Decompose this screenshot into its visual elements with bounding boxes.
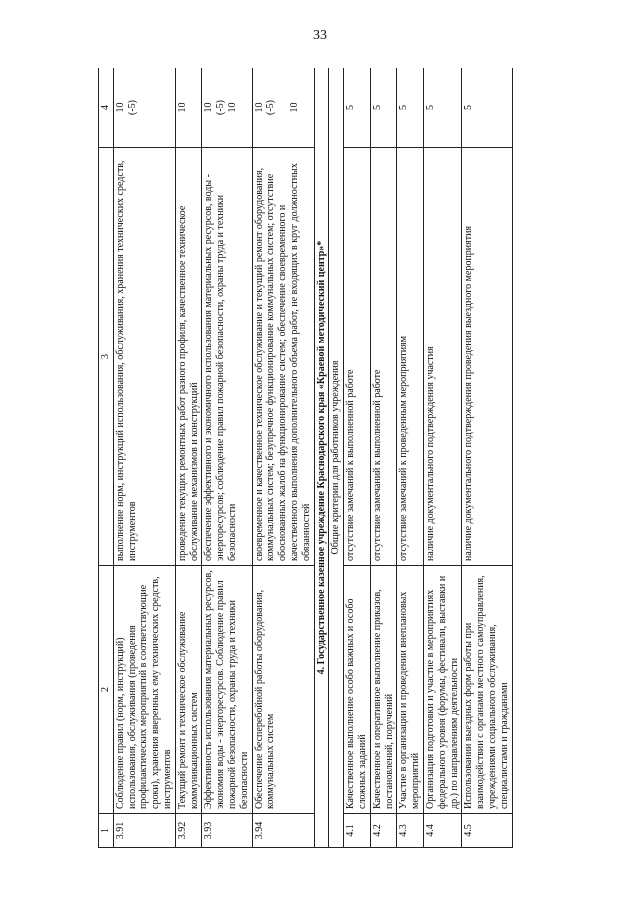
row-criterion: проведение текущих ремонтных работ разного профиля, качественное техническое обслуживание механизмов и конструкций [175, 148, 202, 566]
row-criterion: отсутствие замечаний к выполненной работе [370, 148, 397, 566]
table-row [202, 68, 252, 848]
section-row [314, 68, 329, 848]
row-number: 4.3 [397, 814, 424, 848]
table-row [462, 68, 512, 848]
subsection-row [329, 68, 344, 848]
table-row [252, 68, 314, 848]
table-row [175, 68, 202, 848]
row-criterion: обеспечение эффективного и экономичного использования материальных ресурсов, воды - энергоресурсов; соблюдение правил пожарной безопасности, охраны труда и техники безопасности [202, 148, 252, 566]
criteria-table [98, 68, 513, 848]
row-score: 5 [423, 68, 461, 148]
header-cell-3: 3 [99, 148, 114, 566]
row-number: 3.91 [113, 814, 175, 848]
header-cell-4: 4 [99, 68, 114, 148]
row-indicator: Эффективность использования материальных ресурсов, экономия воды - энергоресурсов. Соблюдение правил пожарной безопасности, охраны труда и техники безопасности [202, 566, 252, 814]
header-cell-2: 2 [99, 566, 114, 814]
row-score: 10 (-5) [113, 68, 175, 148]
row-score: 5 [462, 68, 512, 148]
row-number: 3.94 [252, 814, 314, 848]
row-indicator: Качественное и оперативное выполнение приказов, постановлений, поручений [370, 566, 397, 814]
header-cell-1: 1 [99, 814, 114, 848]
table-body-b [344, 68, 512, 848]
row-indicator: Организация подготовки и участие в мероприятиях федерального уровня (форумы, фестивали, выставки и др.) по направлениям деятельности [423, 566, 461, 814]
row-number: 4.2 [370, 814, 397, 848]
table-row [423, 68, 461, 848]
section-title: 4. Государственное казенное учреждение Краснодарского края «Краевой методический центр»* [314, 68, 329, 848]
table-body-a [113, 68, 314, 848]
table-row [344, 68, 371, 848]
table-row [370, 68, 397, 848]
row-number: 4.4 [423, 814, 461, 848]
row-criterion: отсутствие замечаний к выполненной работе [344, 148, 371, 566]
row-number: 4.1 [344, 814, 371, 848]
row-indicator: Соблюдение правил (норм, инструкций) использования, обслуживания (проведения профилактических мероприятий в соответствующие сроки), хранения вверенных ему технических средств, инструментов [113, 566, 175, 814]
header-row [99, 68, 114, 848]
row-criterion: выполнение норм, инструкций использования, обслуживания, хранения технических средств, инструментов [113, 148, 175, 566]
table-row [113, 68, 175, 848]
row-score: 5 [397, 68, 424, 148]
rotated-table-container [98, 68, 618, 848]
row-criterion: наличие документального подтверждения участия [423, 148, 461, 566]
row-number: 3.92 [175, 814, 202, 848]
table-row [397, 68, 424, 848]
rotated-table-area [98, 68, 618, 848]
row-score: 10 (-5) 10 [202, 68, 252, 148]
row-score: 10 [175, 68, 202, 148]
row-number: 4.5 [462, 814, 512, 848]
row-score: 5 [344, 68, 371, 148]
row-criterion: своевременное и качественное техническое обслуживание и текущий ремонт оборудования, коммунальных систем; безупречное функционирование коммунальных систем; отсутствие обоснованных жалоб на функционирование систем; обеспечение своевременного и качественного выполнения дополнительного объема работ, не входящих в круг должностных обязанностей [252, 148, 314, 566]
row-criterion: наличие документального подтверждения проведения выездного мероприятия [462, 148, 512, 566]
row-indicator: Текущий ремонт и техническое обслуживание коммуникационных систем [175, 566, 202, 814]
row-indicator: Использовании выездных форм работы при взаимодействии с органами местного самоуправления, учреждениями социального обслуживания, специалистами и гражданами [462, 566, 512, 814]
row-indicator: Качественное выполнение особо важных и особо сложных заданий [344, 566, 371, 814]
row-criterion: отсутствие замечаний к проведенным мероприятиям [397, 148, 424, 566]
row-score: 10 (-5) 10 [252, 68, 314, 148]
subsection-title: Общие критерии для работников учреждения [329, 68, 344, 848]
section-body [314, 68, 344, 848]
page-number: 33 [313, 28, 327, 43]
row-indicator: Обеспечение бесперебойной работы оборудования, коммунальных систем [252, 566, 314, 814]
row-score: 5 [370, 68, 397, 148]
row-number: 3.93 [202, 814, 252, 848]
row-indicator: Участие в организации и проведении внеплановых мероприятий [397, 566, 424, 814]
